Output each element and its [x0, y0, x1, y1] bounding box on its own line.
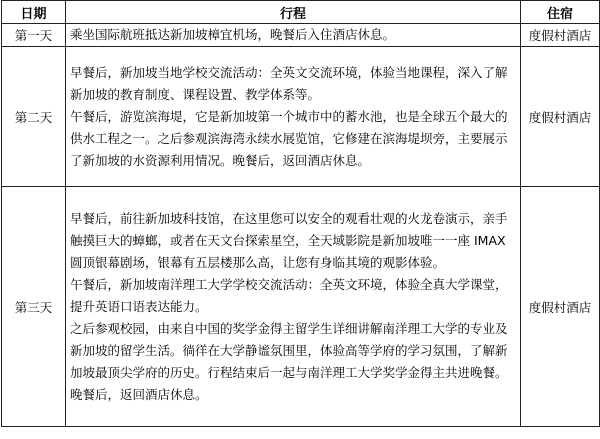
- itinerary-paragraph: 午餐后，新加坡南洋理工大学学校交流活动：全英文环境，体验全真大学课堂，提升英语口语表达能力。: [70, 276, 508, 314]
- lodging-cell: 度假村酒店: [521, 24, 600, 47]
- header-itinerary: 行程: [66, 1, 521, 24]
- day-cell: 第二天: [2, 47, 66, 187]
- table-row-day-1: [2, 24, 600, 47]
- table-row-day-2: [2, 47, 600, 187]
- itinerary-cell: [66, 187, 521, 427]
- day-cell: 第三天: [2, 187, 66, 427]
- table-row-day-3: [2, 187, 600, 427]
- itinerary-cell: [66, 24, 521, 47]
- itinerary-paragraph: 早餐后，前往新加坡科技馆，在这里您可以安全的观看壮观的火龙卷演示，亲手触摸巨大的蟑螂，或者在天文台探索星空，全天域影院是新加坡唯一一座 IMAX 圆顶银幕剧场，银幕有五层楼那么高，让您有身临其境的观影体验。: [70, 210, 508, 270]
- lodging-cell: 度假村酒店: [521, 187, 600, 427]
- itinerary-paragraph: 之后参观校园，由来自中国的奖学金得主留学生详细讲解南洋理工大学的专业及新加坡的留学生活。徜徉在大学静谧氛围里，体验高等学府的学习氛围，了解新加坡最顶尖学府的历史。行程结束后一起与南洋理工大学奖学金得主共进晚餐。晚餐后，返回酒店休息。: [70, 320, 508, 402]
- lodging-cell: 度假村酒店: [521, 47, 600, 187]
- day-cell: 第一天: [2, 24, 66, 47]
- itinerary-cell: [66, 47, 521, 187]
- header-day: 日期: [2, 1, 66, 24]
- itinerary-paragraph: 午餐后，游览滨海堤，它是新加坡第一个城市中的蓄水池，也是全球五个最大的供水工程之一。之后参观滨海湾永续水展览馆，它修建在滨海堤坝旁，主要展示了新加坡的水资源利用情况。晚餐后，返回酒店休息。: [70, 108, 508, 168]
- itinerary-paragraph: 乘坐国际航班抵达新加坡樟宜机场，晚餐后入住酒店休息。: [70, 27, 396, 42]
- header-row: [2, 1, 600, 24]
- itinerary-paragraph: 早餐后，新加坡当地学校交流活动：全英文交流环境，体验当地课程，深入了解新加坡的教育制度、课程设置、教学体系等。: [70, 64, 508, 102]
- itinerary-table: [1, 0, 600, 427]
- header-lodging: 住宿: [521, 1, 600, 24]
